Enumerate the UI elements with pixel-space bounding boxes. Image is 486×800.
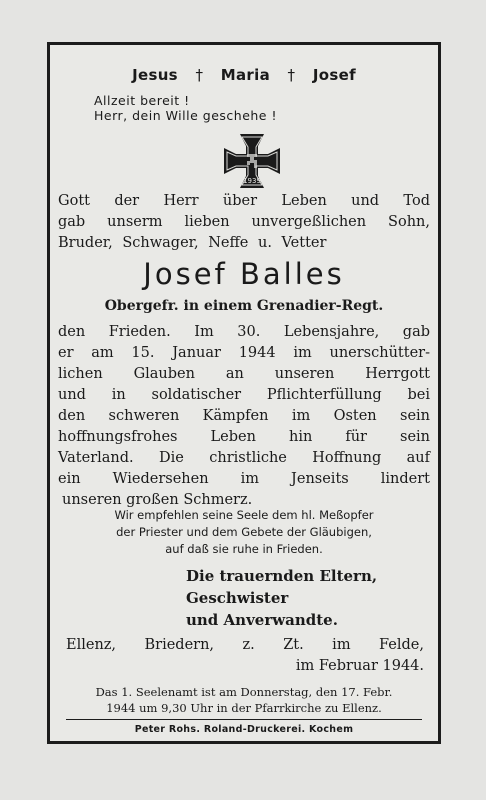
holy-names-header	[58, 66, 430, 84]
name-josef: Josef	[312, 66, 356, 84]
obituary-line: den schweren Kämpfen im Osten sein	[58, 408, 430, 424]
cross-icon: †	[195, 66, 204, 84]
memorial-card	[47, 42, 441, 744]
cross-icon: †	[287, 66, 296, 84]
intro-line: Bruder, Schwager, Neffe u. Vetter	[58, 235, 327, 251]
obituary-line: unseren großen Schmerz.	[62, 492, 253, 508]
prayer-line: der Priester und dem Gebete der Gläubigen,	[116, 525, 372, 539]
motto-line: Allzeit bereit !	[94, 93, 190, 108]
deceased-name: Josef Balles	[143, 257, 345, 291]
prayer-text	[58, 507, 430, 558]
intro-text	[58, 191, 430, 254]
name-maria: Maria	[220, 66, 270, 84]
deceased-rank: Obergefr. in einem Grenadier-Regt.	[104, 298, 384, 314]
prayer-line: auf daß sie ruhe in Frieden.	[165, 542, 323, 556]
place-date	[66, 635, 424, 677]
requiem-notice	[58, 684, 430, 716]
obituary-line: ein Wiedersehen im Jenseits lindert	[58, 471, 430, 487]
place-line: Ellenz, Briedern, z. Zt. im Felde,	[66, 637, 424, 653]
prayer-line: Wir empfehlen seine Seele dem hl. Meßopfer	[114, 508, 374, 522]
notice-line: 1944 um 9,30 Uhr in der Pfarrkirche zu Ellenz.	[106, 701, 382, 715]
motto-line: Herr, dein Wille geschehe !	[94, 108, 277, 123]
intro-line: Gott der Herr über Leben und Tod	[58, 193, 430, 209]
date-line: im Februar 1944.	[295, 658, 424, 674]
printer-credit: Peter Rohs. Roland-Druckerei. Kochem	[134, 724, 354, 735]
iron-cross-icon	[222, 132, 282, 190]
mourners-signature	[186, 565, 377, 631]
card-content	[58, 45, 430, 741]
mourners-line: Die trauernden Eltern,	[186, 567, 378, 585]
obituary-line: er am 15. Januar 1944 im unerschütter-	[58, 345, 430, 361]
mourners-line: Geschwister	[186, 589, 289, 607]
obituary-line: Vaterland. Die christliche Hoffnung auf	[58, 450, 430, 466]
obituary-text	[58, 322, 430, 511]
obituary-line: den Frieden. Im 30. Lebensjahre, gab	[58, 324, 430, 340]
name-jesus: Jesus	[132, 66, 178, 84]
divider	[66, 719, 422, 720]
obituary-line: hoffnungsfrohes Leben hin für sein	[58, 429, 430, 445]
intro-line: gab unserm lieben unvergeßlichen Sohn,	[58, 214, 430, 230]
mourners-line: und Anverwandte.	[186, 611, 338, 629]
emblem-year: 1939	[243, 177, 261, 185]
notice-line: Das 1. Seelenamt ist am Donnerstag, den 17. Febr.	[95, 685, 393, 699]
obituary-line: lichen Glauben an unseren Herrgott	[58, 366, 430, 382]
obituary-line: und in soldatischer Pflichterfüllung bei	[58, 387, 430, 403]
